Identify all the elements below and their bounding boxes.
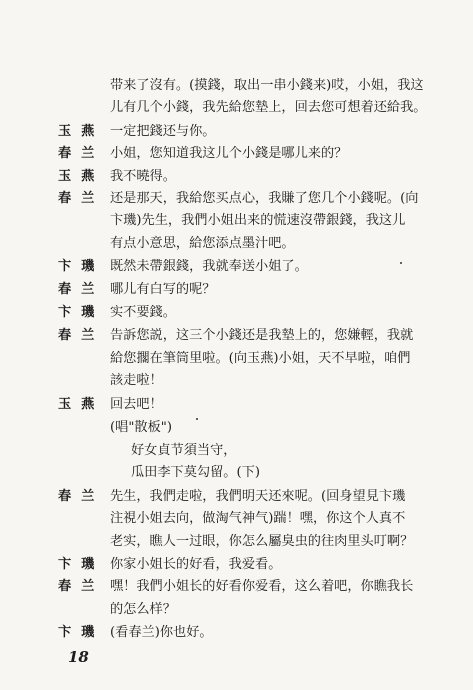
dialogue-line: 嘿！我們小姐长的好看你爱看，这么着吧，你瞧我长 xyxy=(110,579,414,594)
dialogue-line: 的怎么样？ xyxy=(110,602,176,617)
dialogue-line: 好女貞节須当守， xyxy=(131,443,237,458)
ink-speck xyxy=(400,262,402,264)
speaker-name: 玉燕 xyxy=(58,397,105,412)
dialogue-line: (看春兰)你也好。 xyxy=(110,625,213,640)
dialogue-line: (唱"散板") xyxy=(110,420,172,435)
ink-speck xyxy=(196,418,198,420)
dialogue-line: 注視小姐去向，做淘气神气)踹！嘿，你这个人真不 xyxy=(110,511,406,526)
dialogue-line: 还是那天，我給您买点心，我賺了您几个小錢呢。(向 xyxy=(110,191,419,206)
dialogue-line: 先生，我們走啦，我們明天还來呢。(回身望見卞璣 xyxy=(110,489,406,504)
dialogue-line: 实不要錢。 xyxy=(110,305,176,320)
speaker-name: 春兰 xyxy=(58,579,105,594)
speaker-name: 玉燕 xyxy=(58,124,105,139)
dialogue-line: 哪儿有白写的呢？ xyxy=(110,282,216,297)
speaker-name: 春兰 xyxy=(58,328,105,343)
speaker-name: 卞璣 xyxy=(58,259,105,274)
dialogue-line: 带来了沒有。(摸錢，取出一串小錢来)哎，小姐，我这 xyxy=(110,78,424,93)
speaker-name: 卞璣 xyxy=(58,305,105,320)
dialogue-line: 告訴您説，这三个小錢还是我墊上的，您嫌輕，我就 xyxy=(110,328,414,343)
speaker-name: 春兰 xyxy=(58,146,105,161)
dialogue-line: 既然未帶銀錢，我就奉送小姐了。 xyxy=(110,259,308,274)
dialogue-line: 回去吧！ xyxy=(110,397,163,412)
speaker-name: 春兰 xyxy=(58,282,105,297)
dialogue-line: 給您擱在筆筒里啦。(向玉燕)小姐，天不早啦，咱們 xyxy=(110,351,411,366)
dialogue-line: 儿有几个小錢，我先給您墊上，回去您可想着还給我。 xyxy=(110,100,427,115)
dialogue-line: 該走啦！ xyxy=(110,373,163,388)
speaker-name: 玉燕 xyxy=(58,169,105,184)
dialogue-line: 老实，瞧人一过眼，你怎么屬臭虫的往肉里头叮啊？ xyxy=(110,534,414,549)
dialogue-line: 有点小意思，給您添点墨汁吧。 xyxy=(110,236,295,251)
speaker-name: 卞璣 xyxy=(58,557,105,572)
dialogue-line: 卞璣)先生，我們小姐出来的慌速沒帶銀錢，我这儿 xyxy=(110,213,406,228)
dialogue-line: 你家小姐长的好看，我爱看。 xyxy=(110,557,282,572)
dialogue-line: 一定把錢还与你。 xyxy=(110,124,216,139)
speaker-name: 春兰 xyxy=(58,489,105,504)
speaker-name: 春兰 xyxy=(58,191,105,206)
dialogue-line: 瓜田李下莫勾留。(下) xyxy=(131,465,260,480)
dialogue-line: 小姐，您知道我这儿个小錢是哪儿来的？ xyxy=(110,146,348,161)
speaker-name: 卞璣 xyxy=(58,625,105,640)
dialogue-line: 我不曉得。 xyxy=(110,169,176,184)
page-number: 18 xyxy=(68,648,89,666)
